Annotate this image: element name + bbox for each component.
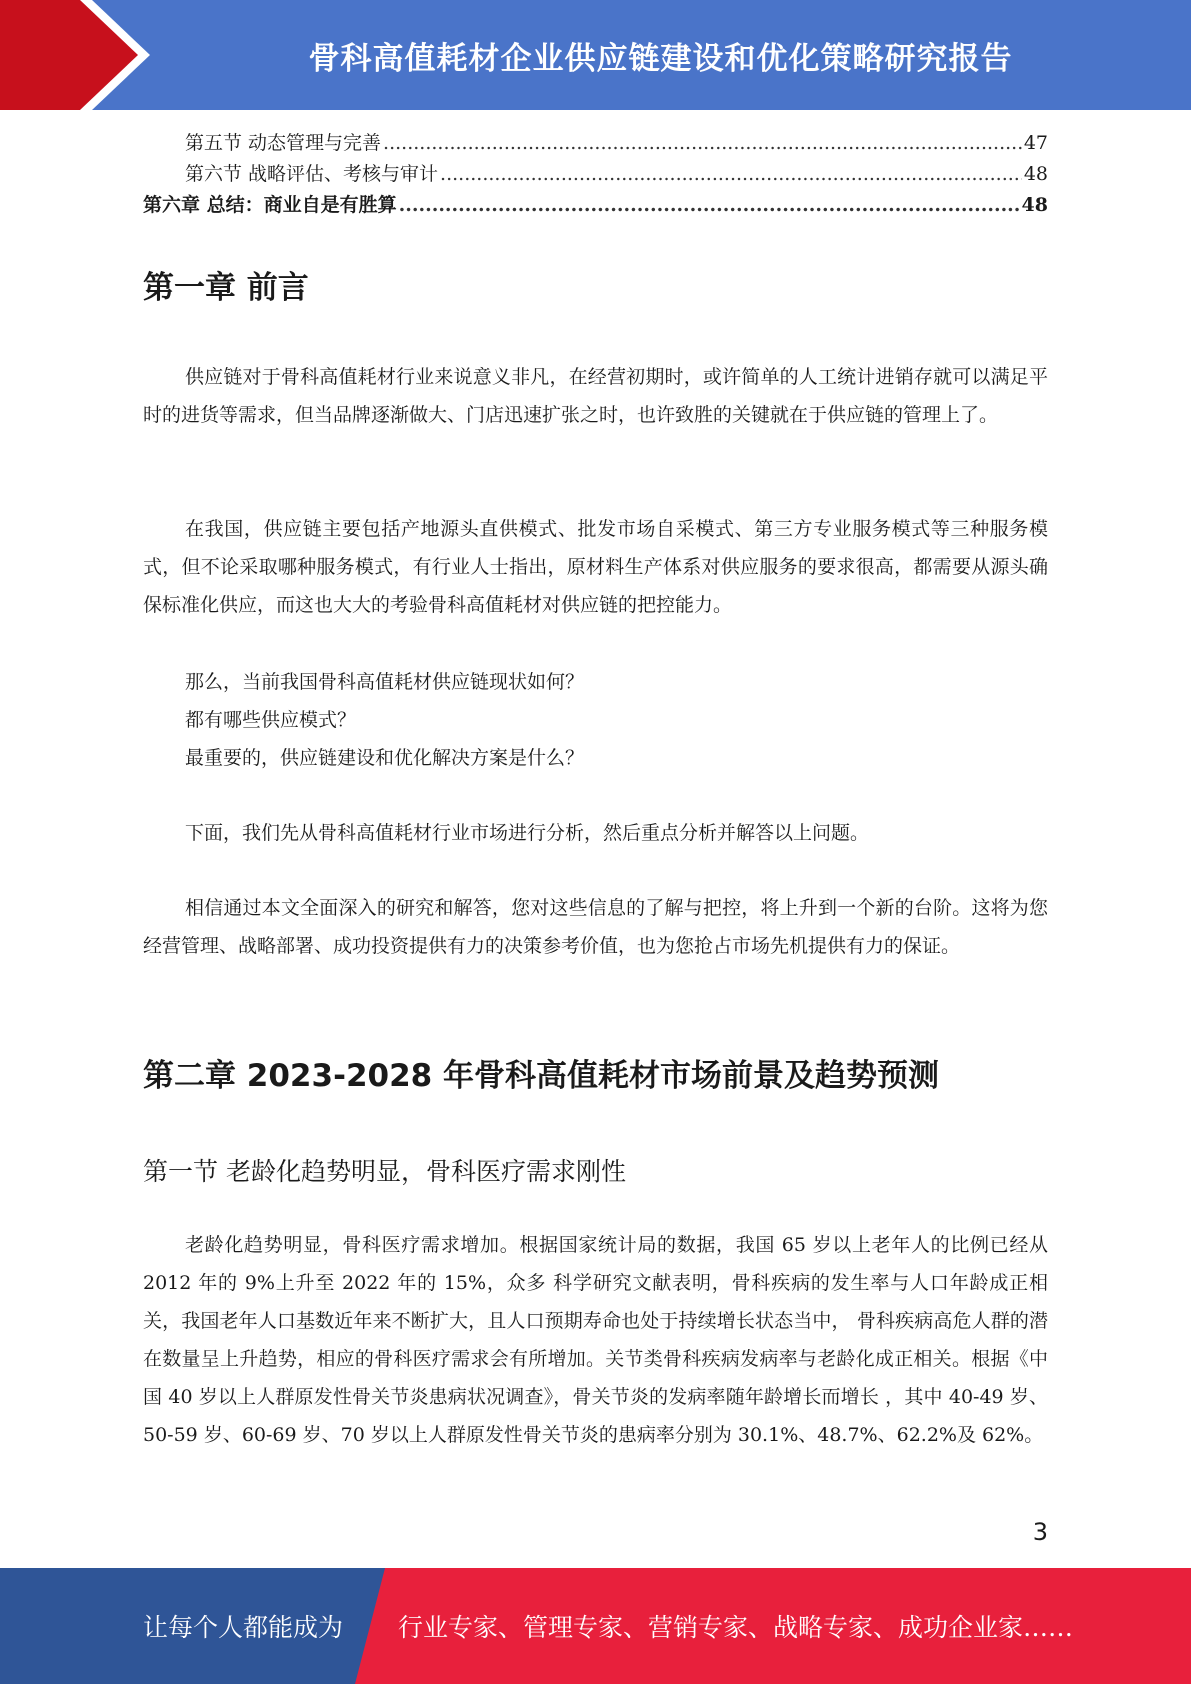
page-number: 3: [1032, 1518, 1048, 1546]
paragraph: 在我国，供应链主要包括产地源头直供模式、批发市场自采模式、第三方专业服务模式等三种服务模式，但不论采取哪种服务模式，有行业人士指出，原材料生产体系对供应服务的要求很高，都需要从源头确保标准化供应，而这也大大的考验骨科高值耗材对供应链的把控能力。: [143, 518, 1048, 616]
toc-entry-chapter[interactable]: [143, 190, 1048, 221]
paragraph: 老龄化趋势明显，骨科医疗需求增加。根据国家统计局的数据，我国 65 岁以上老年人的比例已经从 2012 年的 9%上升至 2022 年的 15%，众多 科学研究文献表明，骨科疾病的发生率与人口年龄成正相关，我国老年人口基数近年来不断扩大，且人口预期寿命也处于持续增长状态当中， 骨科疾病高危人群的潜在数量呈上升趋势，相应的骨科医疗需求会有所增加。关节类骨科疾病发病率与老龄化成正相关。根据《中国 40 岁以上人群原发性骨关节炎患病状况调查》，骨关节炎的发病率随年龄增长而增长 ，其中 40-49 岁、50-59 岁、60-69 岁、70 岁以上人群原发性骨关节炎的患病率分别为 30.1%、48.7%、62.2%及 62%。: [143, 1234, 1048, 1446]
chapter-2-heading: 第二章 2023-2028 年骨科高值耗材市场前景及趋势预测: [143, 1058, 940, 1094]
page-footer: [0, 1568, 1191, 1684]
header-arrow-decoration: [0, 0, 160, 110]
toc-entry-page: 48: [1021, 194, 1048, 216]
header-title: 骨科高值耗材企业供应链建设和优化策略研究报告: [308, 40, 1013, 77]
question-line: 都有哪些供应模式？: [185, 709, 357, 731]
toc-entry[interactable]: [143, 159, 1048, 190]
paragraph: 下面，我们先从骨科高值耗材行业市场进行分析，然后重点分析并解答以上问题。: [185, 822, 870, 844]
toc-entry[interactable]: [143, 128, 1048, 159]
question-line: 那么，当前我国骨科高值耗材供应链现状如何？: [185, 671, 585, 693]
toc-entry-label: 第五节 动态管理与完善: [185, 132, 382, 154]
footer-slogan-right: 行业专家、管理专家、营销专家、战略专家、成功企业家……: [398, 1613, 1074, 1642]
paragraph: 供应链对于骨科高值耗材行业来说意义非凡，在经营初期时，或许简单的人工统计进销存就可以满足平时的进货等需求，但当品牌逐渐做大、门店迅速扩张之时，也许致胜的关键就在于供应链的管理上了。: [143, 366, 1048, 426]
toc-entry-page: 47: [1023, 132, 1048, 154]
question-line: 最重要的，供应链建设和优化解决方案是什么？: [185, 747, 585, 769]
chapter-1-heading: 第一章 前言: [143, 270, 309, 306]
toc-entry-label: 第六章 总结：商业自是有胜算: [143, 194, 397, 216]
page-header: [0, 0, 1191, 110]
toc-leader-dots: [399, 190, 1020, 221]
toc-entry-label: 第六节 战略评估、考核与审计: [185, 163, 439, 185]
section-1-heading: 第一节 老龄化趋势明显，骨科医疗需求刚性: [143, 1157, 626, 1186]
footer-slogan-left: 让每个人都能成为: [143, 1613, 344, 1642]
toc-leader-dots: [440, 159, 1022, 190]
toc-entry-page: 48: [1023, 163, 1048, 185]
toc-leader-dots: [383, 128, 1022, 159]
paragraph: 相信通过本文全面深入的研究和解答，您对这些信息的了解与把控，将上升到一个新的台阶。这将为您经营管理、战略部署、成功投资提供有力的决策参考价值，也为您抢占市场先机提供有力的保证。: [143, 897, 1048, 957]
table-of-contents: [143, 128, 1048, 221]
